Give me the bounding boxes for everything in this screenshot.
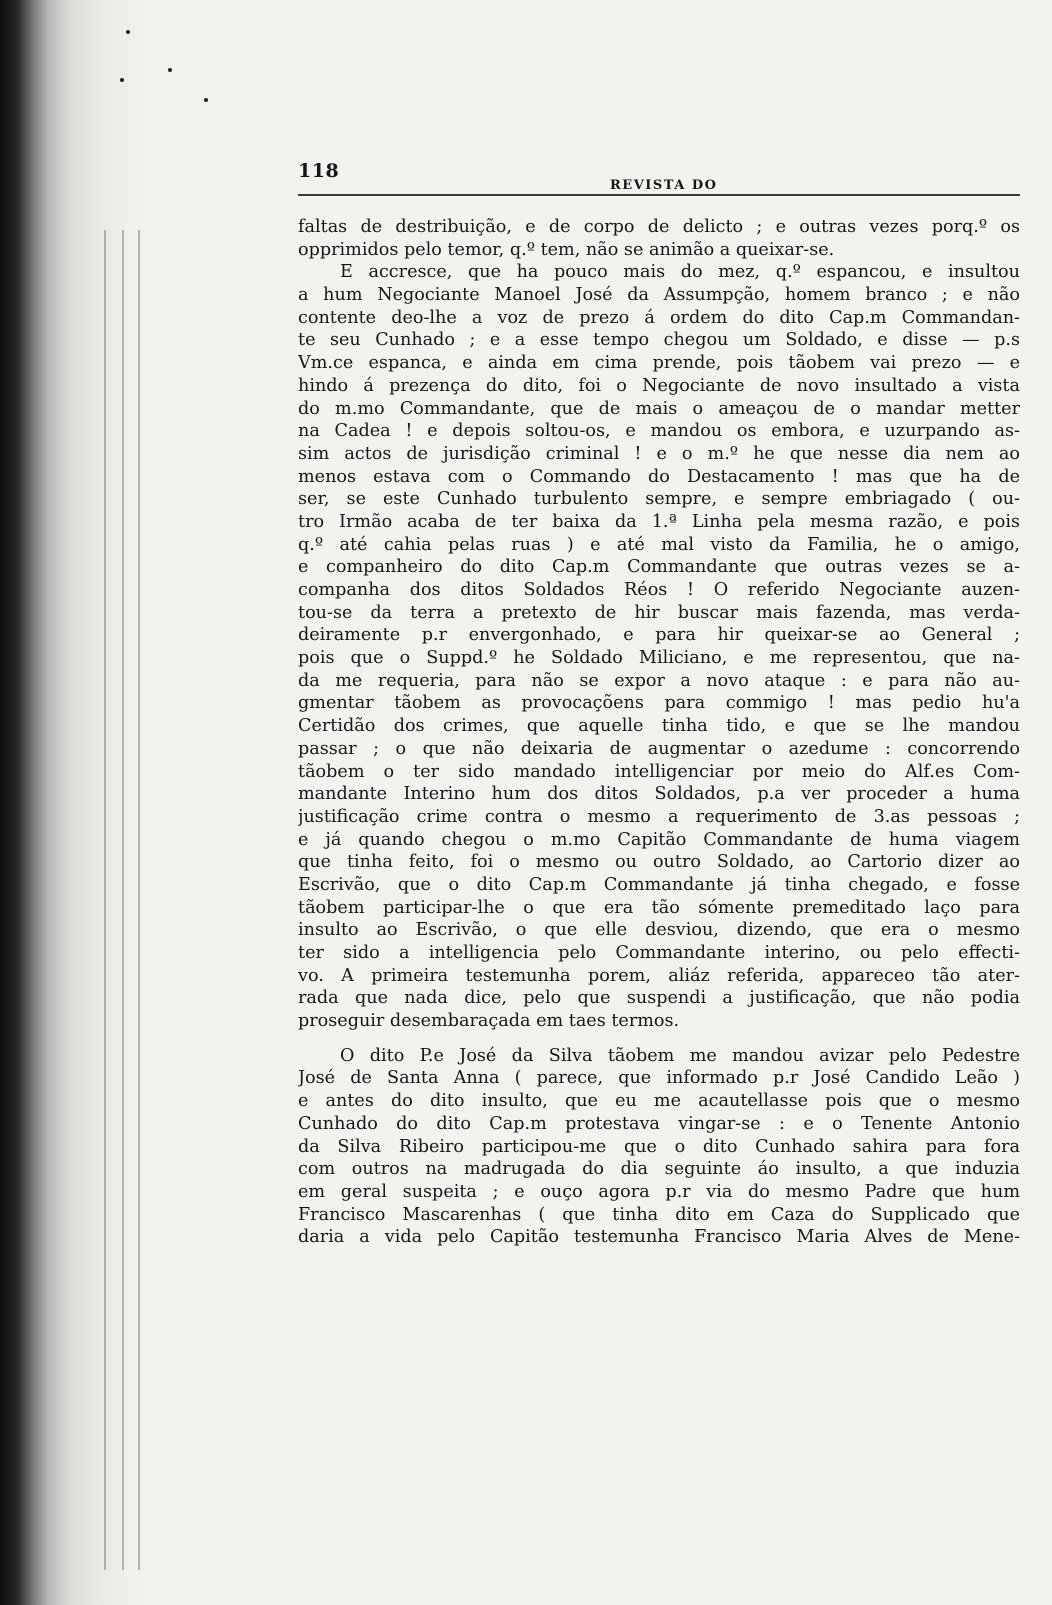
text-line: insulto ao Escrivão, o que elle desviou, dizendo, que era o mesmo: [298, 920, 1020, 941]
page-header: [298, 160, 1020, 196]
text-line: com outros na madrugada do dia seguinte áo insulto, a que induzia: [298, 1159, 1020, 1180]
text-line: te seu Cunhado ; e a esse tempo chegou um Soldado, e disse — p.s: [298, 330, 1020, 351]
paragraph-gap: [298, 1033, 1020, 1045]
text-line: deiramente p.r envergonhado, e para hir queixar-se ao General ;: [298, 625, 1020, 646]
scan-speck: [204, 98, 208, 102]
text-line: menos estava com o Commando do Destacamento ! mas que ha de: [298, 466, 1020, 487]
text-line: faltas de destribuição, e de corpo de delicto ; e outras vezes porq.º os: [298, 217, 1020, 237]
text-line: Cunhado do dito Cap.m protestava vingar-se : e o Tenente Antonio: [298, 1113, 1020, 1134]
text-line: tro Irmão acaba de ter baixa da 1.ª Linha pela mesma razão, e pois: [298, 511, 1020, 532]
gutter-crease: [104, 230, 106, 1570]
text-line: sim actos de jurisdição criminal ! e o m.º he que nesse dia nem ao: [298, 443, 1020, 464]
text-line: e já quando chegou o m.mo Capitão Commandante de huma viagem: [298, 829, 1020, 850]
scan-speck: [126, 30, 130, 34]
text-line: Vm.ce espanca, e ainda em cima prende, pois tãobem vai prezo — e: [298, 353, 1020, 374]
text-line: hindo á prezença do dito, foi o Negociante de novo insultado a vista: [298, 375, 1020, 396]
book-gutter-shadow: [0, 0, 150, 1605]
text-line: Francisco Mascarenhas ( que tinha dito em Caza do Supplicado que: [298, 1204, 1020, 1225]
text-line: O dito P.e José da Silva tãobem me mandou avizar pelo Pedestre: [340, 1045, 1020, 1066]
text-line: pois que o Suppd.º he Soldado Miliciano, e me representou, que na-: [298, 648, 1020, 669]
text-line: que tinha feito, foi o mesmo ou outro Soldado, ao Cartorio dizer ao: [298, 852, 1020, 873]
text-line: da Silva Ribeiro participou-me que o dito Cunhado sahira para fora: [298, 1136, 1020, 1157]
text-line: justificação crime contra o mesmo a requerimento de 3.as pessoas ;: [298, 806, 1020, 827]
text-line: contente deo-lhe a voz de prezo á ordem do dito Cap.m Commandan-: [298, 307, 1020, 328]
paragraph: [298, 261, 1020, 1032]
text-line: na Cadea ! e depois soltou-os, e mandou os embora, e uzurpando as-: [298, 421, 1020, 442]
body-text: [298, 216, 1020, 1249]
text-line: vo. A primeira testemunha porem, aliáz referida, appareceo tão ater-: [298, 965, 1020, 986]
scan-speck: [120, 78, 124, 82]
gutter-crease: [122, 230, 124, 1570]
text-line: tãobem o ter sido mandado intelligenciar por meio do Alf.es Com-: [298, 761, 1020, 782]
text-line: e antes do dito insulto, que eu me acautellasse pois que o mesmo: [298, 1091, 1020, 1112]
text-line: tou-se da terra a pretexto de hir buscar mais fazenda, mas verda-: [298, 602, 1020, 623]
text-line: opprimidos pelo temor, q.º tem, não se animão a queixar-se.: [298, 239, 835, 260]
page-number: 118: [298, 160, 340, 182]
gutter-crease: [138, 230, 140, 1570]
text-line: proseguir desembaraçada em taes termos.: [298, 1011, 680, 1032]
text-line: gmentar tãobem as provocaçõens para commigo ! mas pedio hu'a: [298, 693, 1020, 714]
text-line: Certidão dos crimes, que aquelle tinha tido, e que se lhe mandou: [298, 716, 1020, 737]
paragraph: [298, 1045, 1020, 1249]
text-line: em geral suspeita ; e ouço agora p.r via do mesmo Padre que hum: [298, 1181, 1020, 1202]
scan-speck: [168, 68, 172, 72]
text-line: do m.mo Commandante, que de mais o ameaçou de o mandar metter: [298, 398, 1020, 419]
text-line: José de Santa Anna ( parece, que informado p.r José Candido Leão ): [298, 1068, 1020, 1089]
text-line: a hum Negociante Manoel José da Assumpção, homem branco ; e não: [298, 285, 1020, 306]
text-line: tãobem participar-lhe o que era tão sómente premeditado laço para: [298, 897, 1020, 918]
text-line: ser, se este Cunhado turbulento sempre, e sempre embriagado ( ou-: [298, 489, 1020, 510]
text-line: daria a vida pelo Capitão testemunha Francisco Maria Alves de Mene-: [298, 1227, 1020, 1248]
text-line: ter sido a intelligencia pelo Commandante interino, ou pelo effecti-: [298, 943, 1020, 963]
text-line: companha dos ditos Soldados Réos ! O referido Negociante auzen-: [298, 580, 1020, 600]
text-line: E accresce, que ha pouco mais do mez, q.º espancou, e insultou: [340, 262, 1020, 283]
text-line: e companheiro do dito Cap.m Commandante que outras vezes se a-: [298, 557, 1020, 578]
text-line: mandante Interino hum dos ditos Soldados, p.a ver proceder a huma: [298, 784, 1020, 805]
text-line: q.º até cahia pelas ruas ) e até mal visto da Familia, he o amigo,: [298, 534, 1020, 555]
text-line: Escrivão, que o dito Cap.m Commandante já tinha chegado, e fosse: [298, 874, 1020, 895]
paragraph: [298, 216, 1020, 261]
running-head: REVISTA DO: [610, 178, 718, 193]
text-line: passar ; o que não deixaria de augmentar o azedume : concorrendo: [298, 738, 1020, 759]
text-line: rada que nada dice, pelo que suspendi a justificação, que não podia: [298, 988, 1020, 1009]
text-line: da me requeria, para não se expor a novo ataque : e para não au-: [298, 670, 1020, 691]
